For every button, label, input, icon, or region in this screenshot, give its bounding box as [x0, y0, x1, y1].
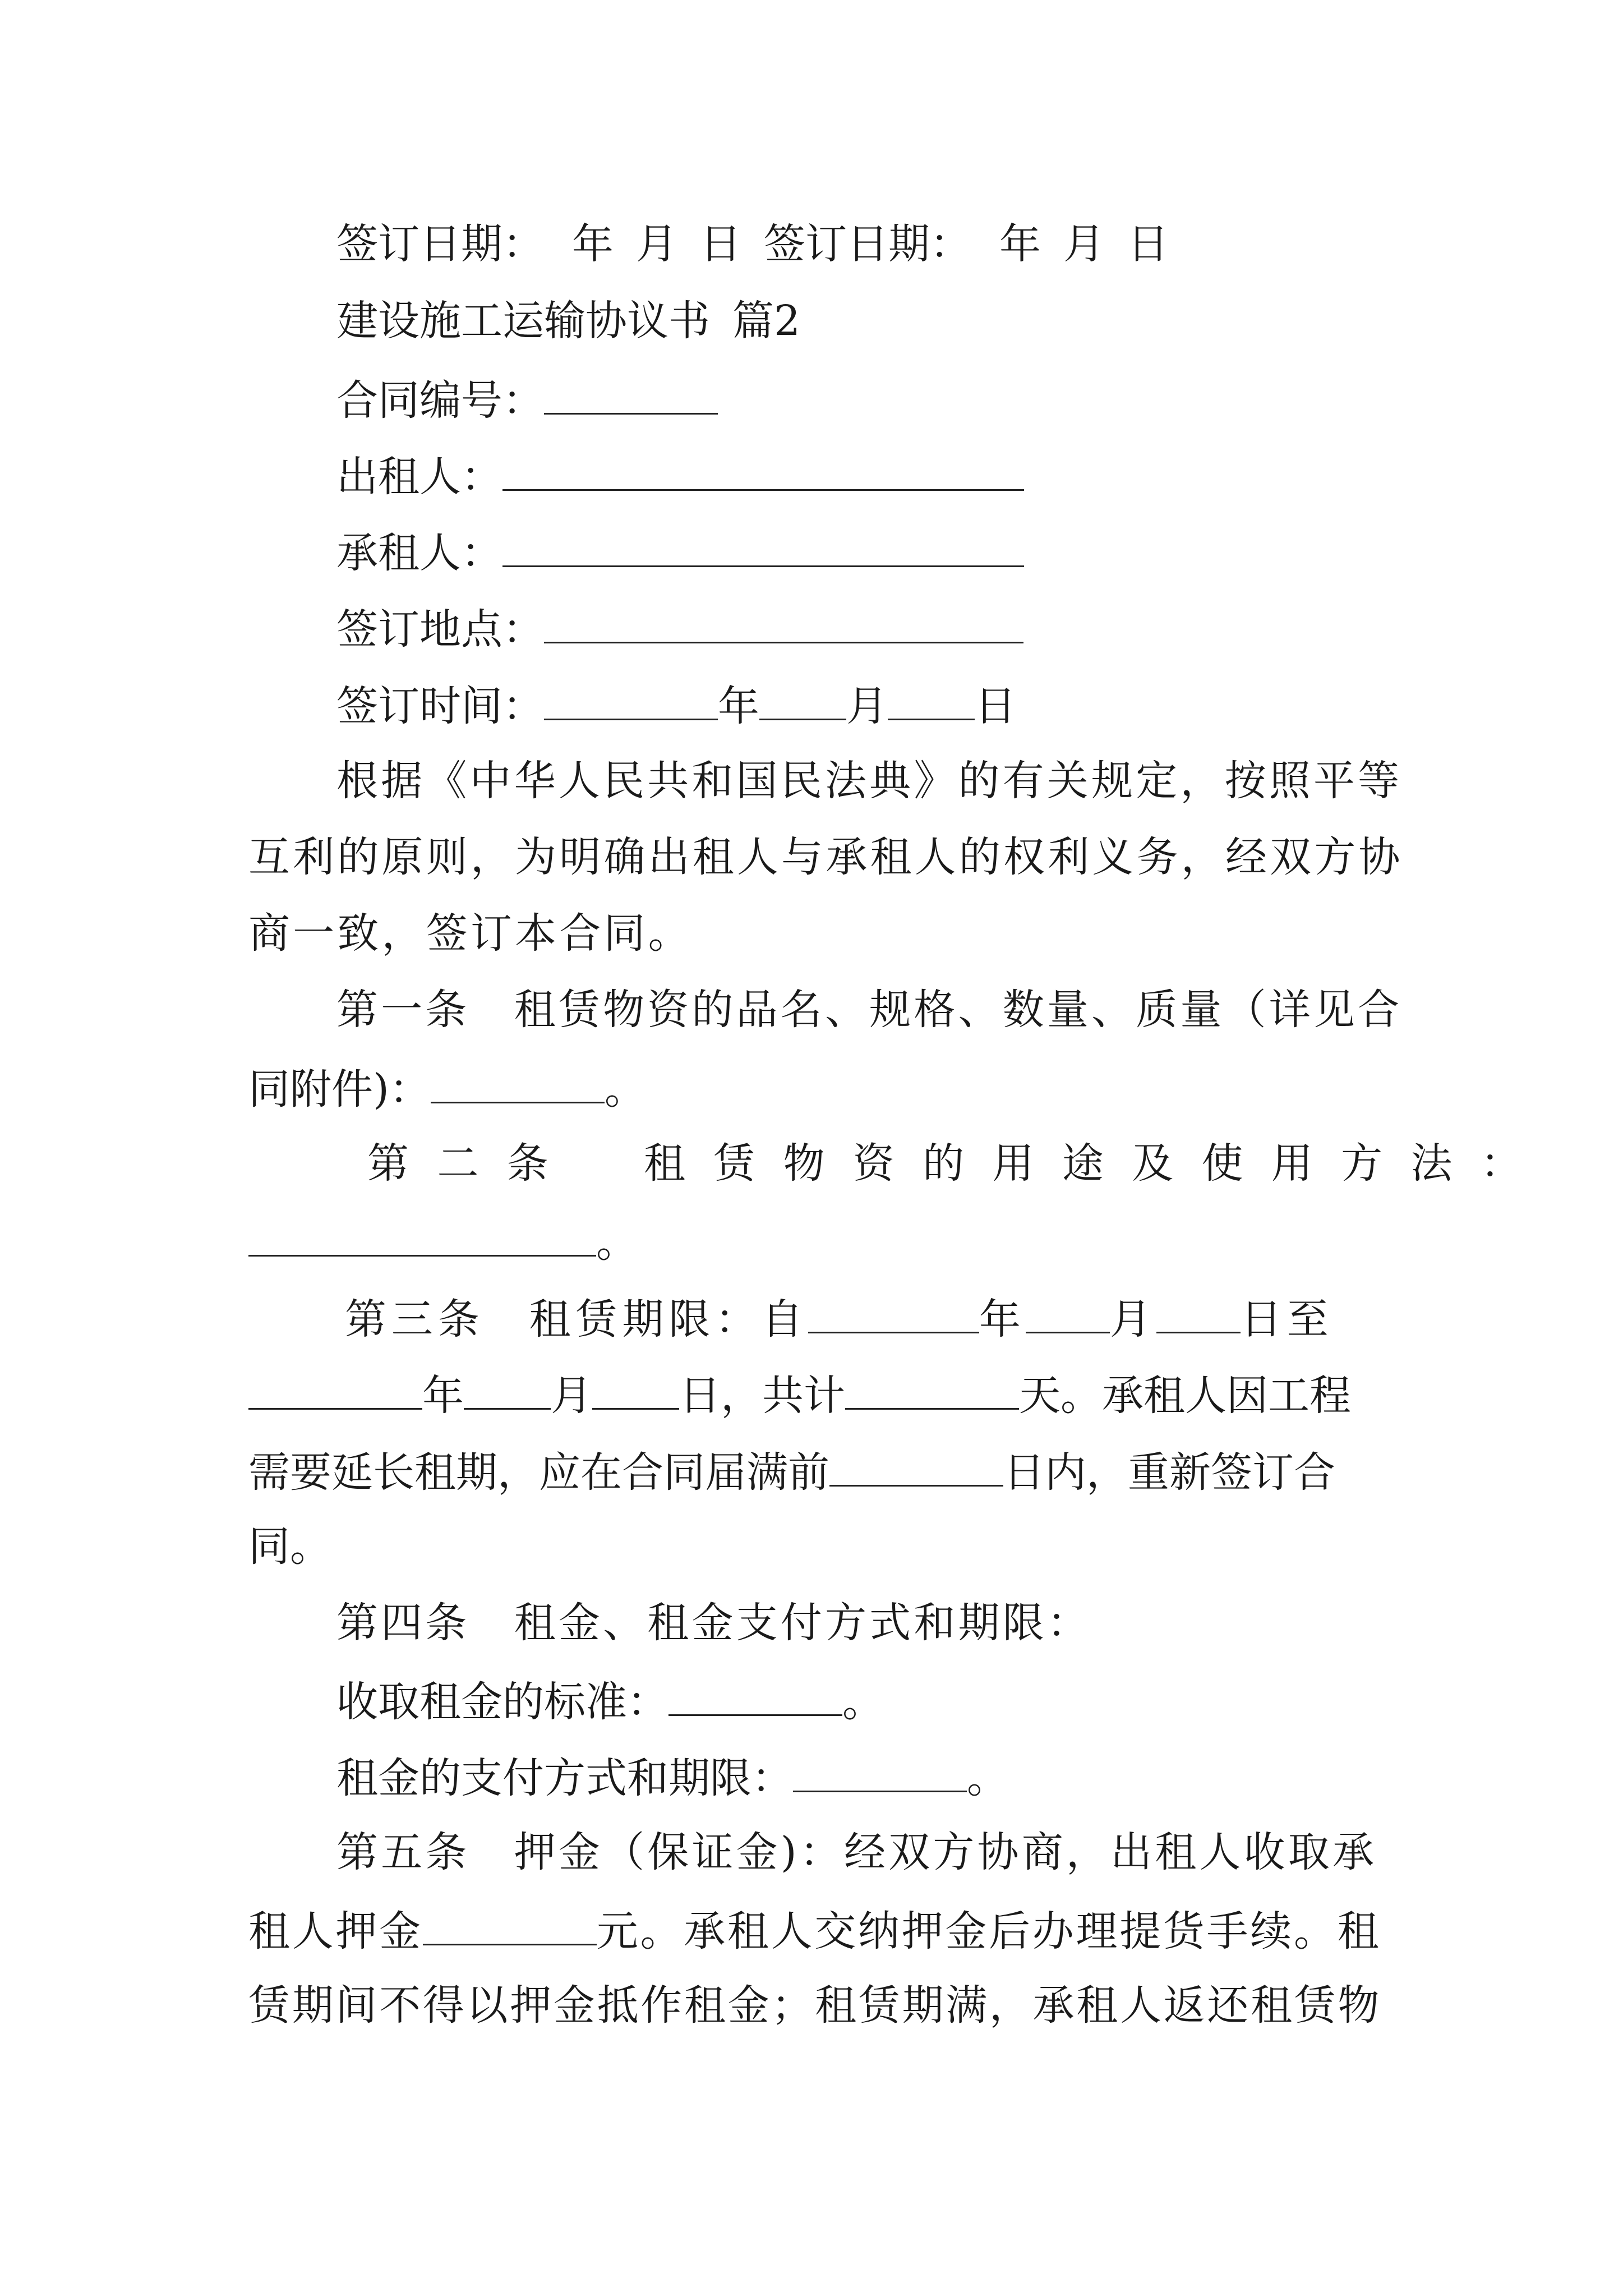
article3-end-month: 月	[551, 1372, 592, 1420]
article2-blank	[248, 1219, 596, 1257]
lessee-label: 承租人：	[336, 529, 502, 577]
article5-line-3: 赁期间不得以押金抵作租金；租赁期满，承租人返还租赁物	[248, 1981, 1382, 2030]
article3-start-day-blank	[1156, 1296, 1241, 1333]
article2-label: 第二条	[367, 1139, 577, 1188]
article3-start-month-blank	[1026, 1296, 1110, 1333]
article3-label: 第三条	[345, 1295, 485, 1343]
sign-time-day-blank	[888, 683, 975, 720]
article3-text: 租赁期限：自	[529, 1295, 808, 1343]
article2-text: 租赁物资的用途及使用方法：	[643, 1139, 1551, 1188]
article3-day-to: 日至	[1240, 1295, 1334, 1343]
article1-line-1: 第一条 租赁物资的品名、规格、数量、质量（详见合	[336, 986, 1403, 1034]
sign-date-line	[336, 220, 1169, 268]
sign-time-year: 年	[718, 682, 759, 730]
article2-end: 。	[596, 1218, 638, 1267]
sign-place-label: 签订地点：	[336, 605, 544, 654]
sign-date-label: 签订日期：	[336, 220, 544, 268]
title-part: 篇2	[732, 297, 801, 345]
article3-line-4: 同。	[248, 1522, 331, 1571]
article3-line-1	[345, 1295, 1334, 1343]
article5-line-2	[248, 1907, 1381, 1955]
lessee-line	[336, 529, 1024, 577]
article3-renew-blank	[829, 1449, 1003, 1487]
intro-line-2: 互利的原则，为明确出租人与承租人的权利义务，经双方协	[248, 833, 1403, 881]
contract-no-label: 合同编号：	[336, 376, 544, 425]
article5-line-2a: 租人押金	[248, 1907, 423, 1955]
sign-place-blank	[544, 606, 1023, 643]
sign-time-month: 月	[846, 682, 888, 730]
article3-end-year: 年	[422, 1372, 464, 1420]
sign-date-month-2: 月	[1063, 220, 1105, 268]
article3-days: 天。承租人因工程	[1019, 1372, 1351, 1420]
article4-payment-blank	[793, 1755, 967, 1792]
sign-time-label: 签订时间：	[336, 682, 544, 730]
article2-line-2	[248, 1218, 638, 1267]
article5-line-2b: 元。承租人交纳押金后办理提货手续。租	[596, 1907, 1381, 1955]
article3-start-year: 年	[979, 1295, 1026, 1343]
article1-line-2-text: 同附件)：	[248, 1065, 431, 1114]
article4-end-2: 。	[967, 1754, 1008, 1802]
intro-line-1: 根据《中华人民共和国民法典》的有关规定，按照平等	[336, 757, 1403, 805]
sign-place-line	[336, 605, 1023, 654]
article4-line-2	[336, 1678, 884, 1726]
sign-date-label-2: 签订日期：	[764, 220, 971, 268]
article4-line-3-text: 租金的支付方式和期限：	[336, 1754, 793, 1802]
article3-start-month: 月	[1109, 1295, 1156, 1343]
article3-day-total: 日，共计	[679, 1372, 845, 1420]
article5-deposit-blank	[423, 1908, 597, 1945]
article3-end-month-blank	[464, 1372, 551, 1410]
article3-end-day-blank	[592, 1372, 679, 1410]
article4-end-1: 。	[842, 1678, 884, 1726]
article1-line-2	[248, 1065, 646, 1114]
contract-no-blank	[544, 377, 718, 415]
article3-days-blank	[845, 1372, 1019, 1410]
article3-line-3	[248, 1448, 1335, 1497]
lessor-line	[336, 453, 1024, 501]
lessor-blank	[502, 453, 1024, 491]
sign-date-day: 日	[700, 220, 741, 268]
article1-blank	[431, 1066, 605, 1103]
sign-time-month-blank	[759, 683, 846, 720]
article1-end: 。	[604, 1065, 646, 1114]
sign-date-month: 月	[636, 220, 677, 268]
sign-time-day: 日	[975, 682, 1016, 730]
article4-line-3	[336, 1754, 1008, 1802]
article4-line-2-text: 收取租金的标准：	[336, 1678, 668, 1726]
sign-date-day-2: 日	[1127, 220, 1169, 268]
lessor-label: 出租人：	[336, 453, 502, 501]
article3-line-2	[248, 1372, 1351, 1420]
article3-start-year-blank	[808, 1296, 979, 1333]
contract-no-line	[336, 376, 718, 425]
sign-date-year-2: 年	[999, 220, 1041, 268]
article5-line-1: 第五条 押金（保证金)：经双方协商，出租人收取承	[336, 1828, 1377, 1876]
document-title	[336, 297, 801, 345]
article4-line-1: 第四条 租金、租金支付方式和期限：	[336, 1599, 1092, 1647]
sign-time-year-blank	[544, 683, 718, 720]
article3-line-3a: 需要延长租期，应在合同届满前	[248, 1448, 829, 1497]
title-text: 建设施工运输协议书	[336, 297, 710, 345]
article3-line-3b: 日内，重新签订合	[1003, 1448, 1335, 1497]
sign-time-line	[336, 682, 1016, 730]
article4-rent-standard-blank	[668, 1678, 842, 1716]
article2-line-1	[367, 1139, 1551, 1188]
sign-date-year: 年	[572, 220, 614, 268]
intro-line-3: 商一致，签订本合同。	[248, 909, 693, 958]
article3-end-year-blank	[248, 1372, 422, 1410]
lessee-blank	[502, 530, 1024, 567]
